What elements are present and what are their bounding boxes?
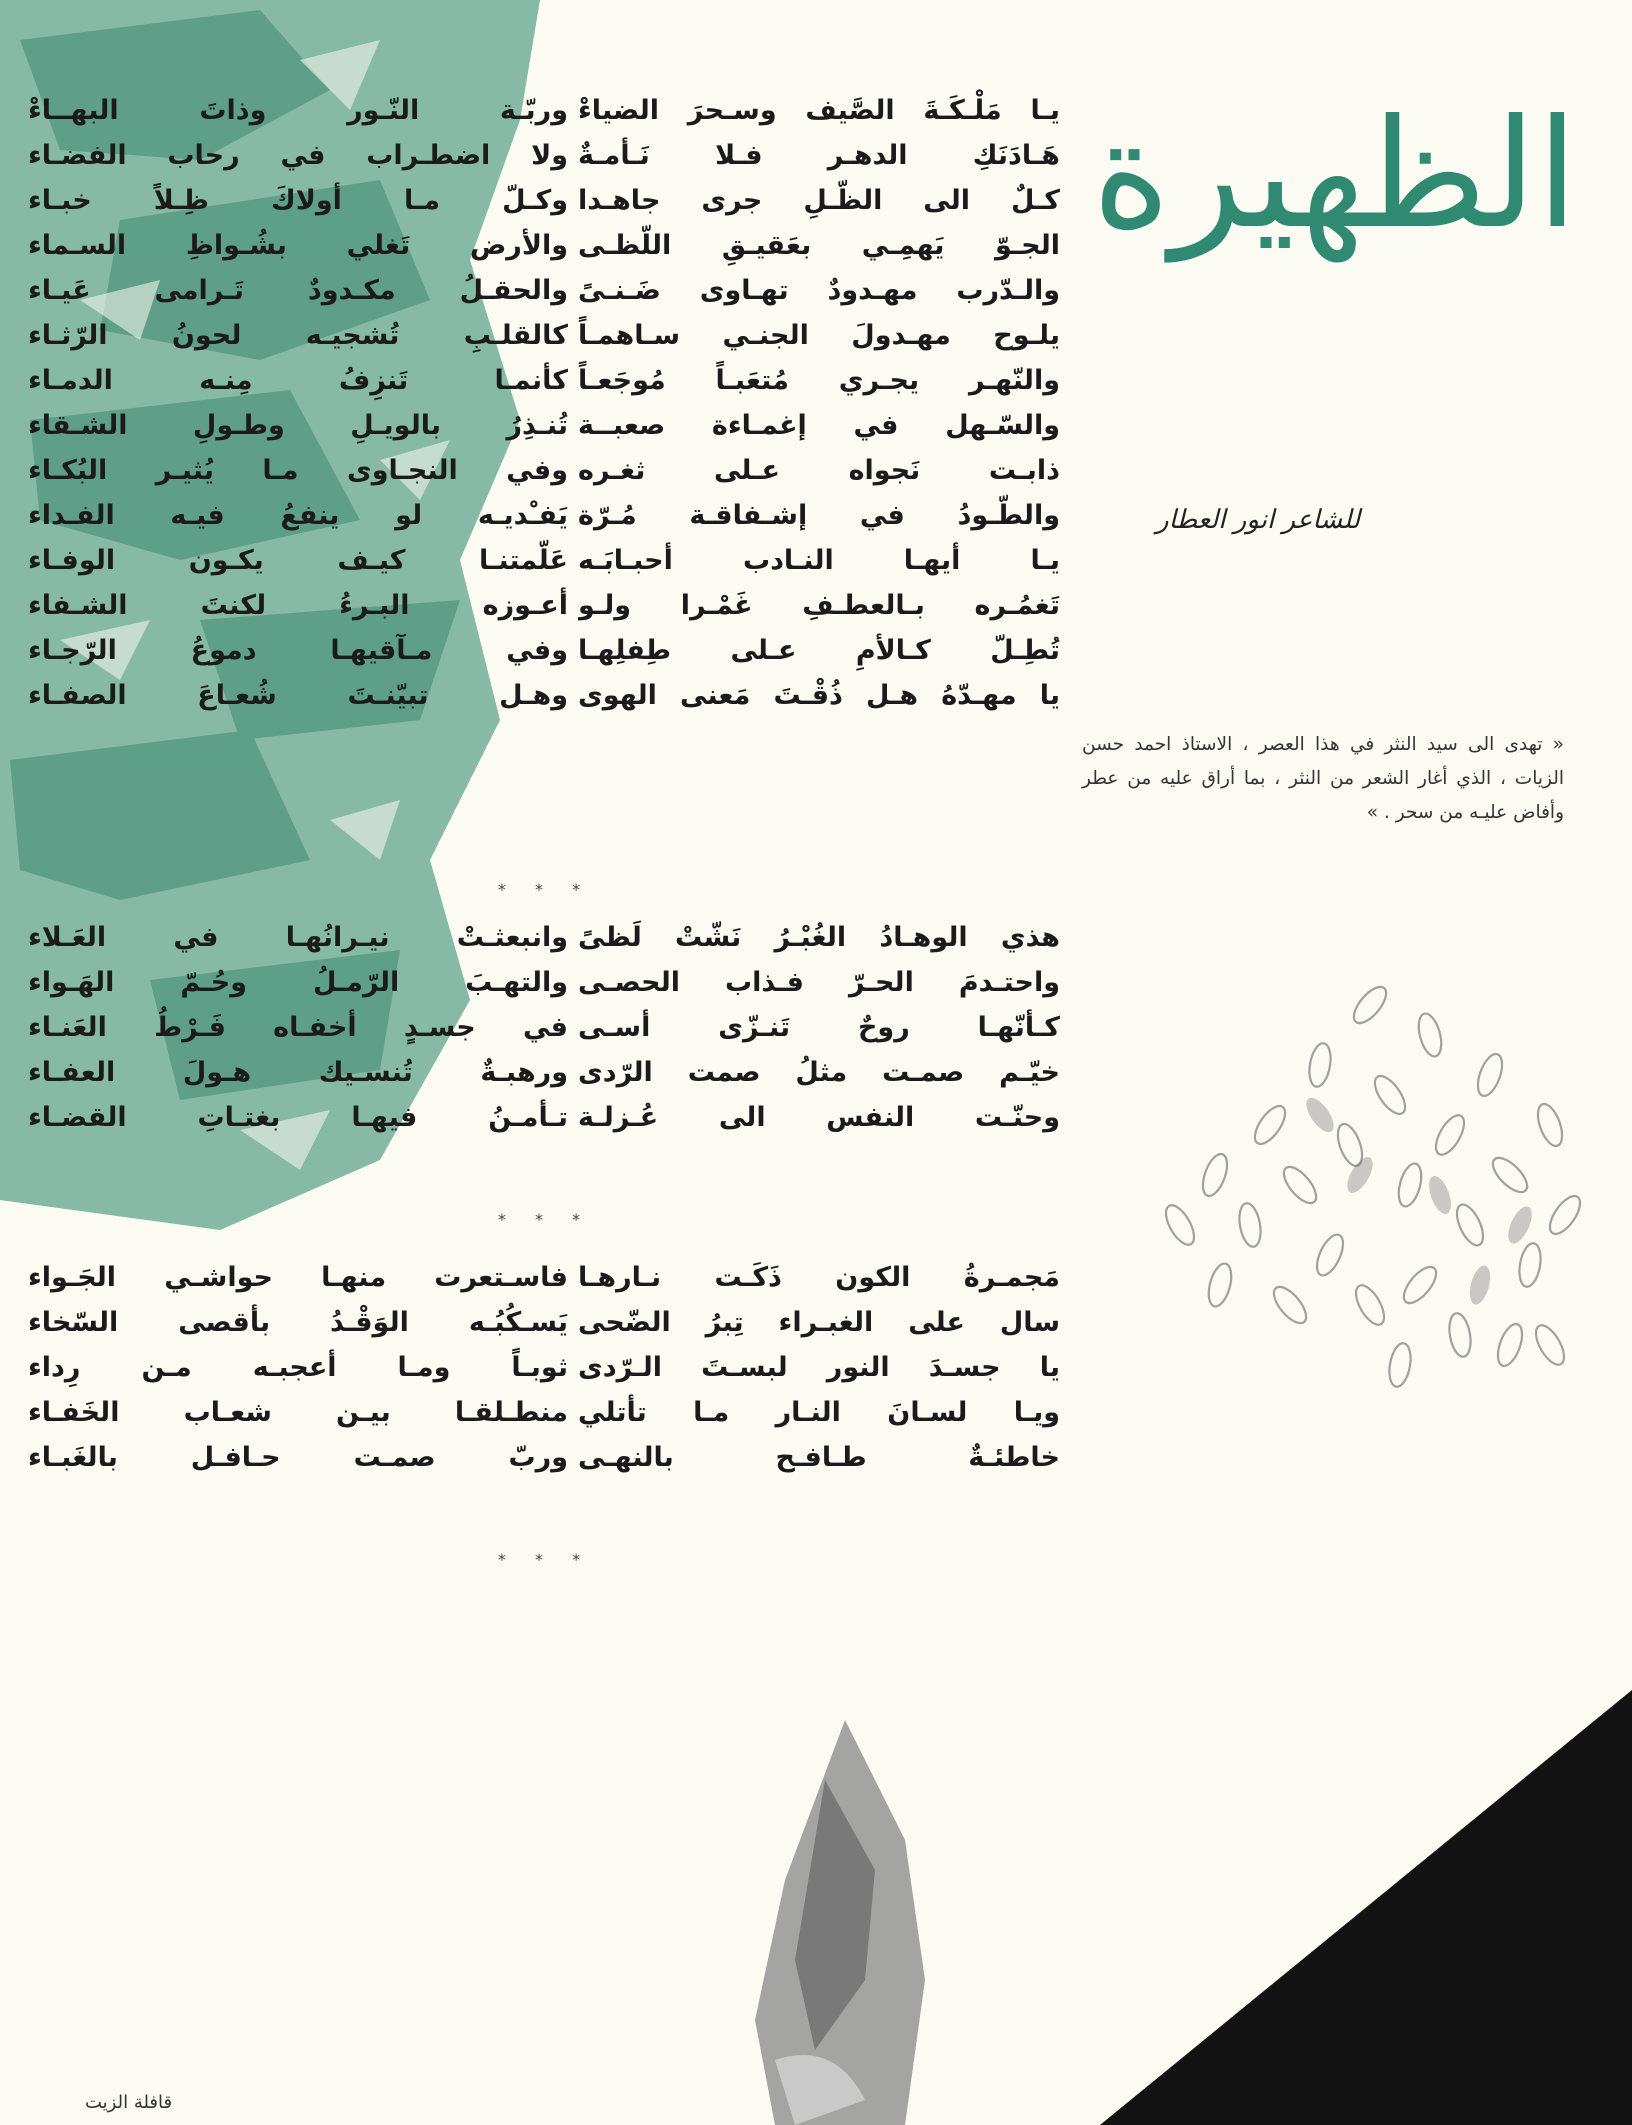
verse-line: هذي الوهـادُ الغُبْـرُ نَشّتْ لَظىً [578,922,1060,953]
verse-line: سال على الغبـراء تِبرُ الضّحى [578,1307,1060,1338]
verse-line: خاطئـةٌ طـافـح بالنهـى [578,1442,1060,1473]
verse-line: ورهبـةٌ تُنسـيك هـولَ العفـاء [28,1057,568,1088]
stanza-3-right-column [578,1255,1060,1480]
verse-line: يا جسـدَ النور لبسـتَ الـرّدى [578,1352,1060,1383]
poet-byline: للشاعر انور العطار [1156,505,1360,535]
verse-line: ذابـت نَجواه عـلى ثغـره [578,455,1060,486]
verse-line: تـأمـنُ فيهـا بغتـاتِ القضـاء [28,1102,568,1133]
leaf-cluster-illustration [1120,925,1590,1415]
stanza-separator: * * * [497,1550,593,1569]
verse-line: في جسـدٍ أخفـاه فَـرْطُ العَنـاء [28,1012,568,1043]
verse-line: ولا اضطـراب في رحاب الفضـاء [28,140,568,171]
stanza-1-right-column [578,88,1060,718]
verse-line: يـا مَلْـكَـةَ الصَّيف وسـحرَ الضياءْ [578,95,1060,126]
verse-line: عَلّمتنـا كيـف يكـون الوفـاء [28,545,568,576]
verse-line: كـأنّهـا روحٌ تَنـزّى أسـى [578,1012,1060,1043]
verse-line: منطـلقـا بيـن شعـاب الخَفـاء [28,1397,568,1428]
verse-line: الجـوّ يَهمِـي بعَقيـقِ اللّظـى [578,230,1060,261]
dedication-note: « تهدى الى سيد النثر في هذا العصر ، الاستاذ احمد حسن الزيات ، الذي أغار الشعر من النثر ، بما أراق عليه من عطر وأفاض عليـه من سحر . » [1082,734,1564,823]
black-corner-shape [1100,1690,1632,2125]
verse-line: وربّ صمـت حـافـل بالغَبـاء [28,1442,568,1473]
verse-line: كـلٌ الى الظّـلِ جرى جاهـدا [578,185,1060,216]
verse-line: وحنّـت النفس الى عُـزلـة [578,1102,1060,1133]
stanza-separator: * * * [497,880,593,899]
verse-line: ثوبـاً ومـا أعجبـه مـن رِداء [28,1352,568,1383]
verse-line: يـا أيهـا النـادب أحبـابَـه [578,545,1060,576]
verse-line: يَفـْديـه لو ينفعُ فيـه الفـداء [28,500,568,531]
verse-line: فاسـتعرت منهـا حواشـي الجَـواء [28,1262,568,1293]
magazine-footer: قافلة الزيت [85,2092,173,2113]
verse-line: تُنـذِرُ بالويـلِ وطـولِ الشـقاء [28,410,568,441]
verse-line: يَسـكُبُـه الوَقْـدُ بأقصى السّخاء [28,1307,568,1338]
verse-line: وفي مـآقيهـا دموعُ الرّجـاء [28,635,568,666]
bottom-leaf-illustration [735,1720,935,2125]
verse-line: والطّـودُ في إشـفاقـة مُـرّة [578,500,1060,531]
stanza-2-right-column [578,915,1060,1140]
verse-line: كأنمـا تَنزِفُ مِنـه الدمـاء [28,365,568,396]
poem-title: الظهيرة [1091,88,1579,262]
verse-line: وهـل تبيّنـتَ شُعـاعَ الصفـاء [28,680,568,711]
verse-line: والحقـلُ مكـدودٌ تَـرامى عَيـاء [28,275,568,306]
verse-line: وانبعثـتْ نيـرانُهـا في العَـلاء [28,922,568,953]
verse-line: والتهـبَ الرّمـلُ وحُـمّ الهَـواء [28,967,568,998]
verse-line: مَجمـرةُ الكون ذَكَـت نـارهـا [578,1262,1060,1293]
stanza-separator: * * * [497,1210,593,1229]
verse-line: ويـا لسـانَ النـار مـا تأتلي [578,1397,1060,1428]
verse-line: والأرض تَغلي بشُـواظِ السـماء [28,230,568,261]
verse-line: وكـلّ مـا أولاكَ ظِـلاً خبـاء [28,185,568,216]
verse-line: أعـوزه البـرءُ لكنتَ الشـفاء [28,590,568,621]
verse-line: يا مهـدّهُ هـل ذُقْـتَ مَعنى الهوى [578,680,1060,711]
verse-line: والسّـهل في إغمـاءة صعبــة [578,410,1060,441]
verse-line: واحتـدمَ الحـرّ فـذاب الحصـى [578,967,1060,998]
verse-line: والنّهـر يجـري مُتعَبـاً مُوجَعـاً [578,365,1060,396]
verse-line: يلـوح مهـدولَ الجنـي سـاهمـاً [578,320,1060,351]
stanza-2-left-column [28,915,568,1140]
verse-line: تُطِـلّ كـالأمِ عـلى طِفلِهـا [578,635,1060,666]
verse-line: وربّـة النّـور وذاتَ البهــاءْ [28,95,568,126]
verse-line: هَـادَنَكِ الدهـر فـلا نَـأمـةٌ [578,140,1060,171]
stanza-1-left-column [28,88,568,718]
verse-line: والـدّرب مهـدودٌ تهـاوى ضَـنـىً [578,275,1060,306]
verse-line: تَغمُـره بـالعطـفِ غَمْـرا ولـو [578,590,1060,621]
stanza-3-left-column [28,1255,568,1480]
verse-line: خيّـم صمـت مثلُ صمت الرّدى [578,1057,1060,1088]
verse-line: كالقلـبِ تُشجيـه لحونُ الرّثـاء [28,320,568,351]
verse-line: وفي النجـاوى مـا يُثيـر البُكـاء [28,455,568,486]
